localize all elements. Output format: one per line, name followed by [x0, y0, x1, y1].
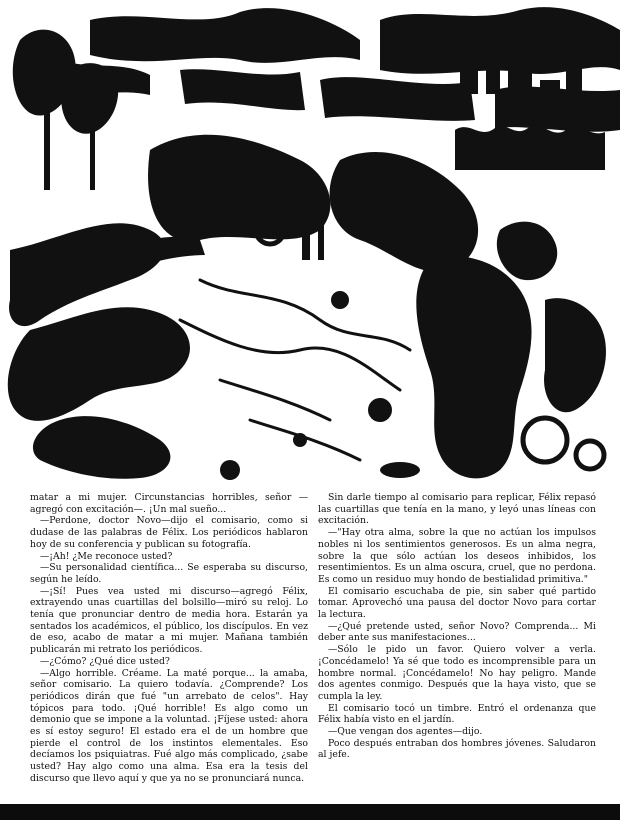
paragraph: Poco después entraban dos hombres jóvenes. Saludaron al jefe.	[318, 737, 596, 761]
paragraph: —Que vengan dos agentes—dijo.	[328, 726, 483, 738]
paragraph: —¿Cómo? ¿Qué dice usted?	[40, 655, 170, 667]
paragraph: —¡Ah! ¿Me reconoce usted?	[40, 550, 173, 562]
paragraph: —Perdone, doctor Novo—dijo el comisario, como si dudase de las palabras de Félix. Los periódicos hablaron hoy de su conferencia y publican su fotografía.	[30, 515, 308, 550]
paragraph: —¿Qué pretende usted, señor Novo? Comprenda... Mi deber ante sus manifestaciones...	[318, 620, 596, 644]
page-bottom-border	[0, 804, 620, 820]
paragraph: El comisario tocó un timbre. Entró el ordenanza que Félix había visto en el jardín.	[318, 702, 596, 726]
paragraph: El comisario escuchaba de pie, sin saber qué partido tomar. Aprovechó una pausa del doctor Novo para cortar la lectura.	[318, 585, 596, 621]
paragraph: —Su personalidad científica... Se esperaba su discurso, según he leído.	[30, 562, 308, 585]
article-right-column	[318, 492, 596, 761]
paragraph: —Sólo le pido un favor. Quiero volver a verla. ¡Concédamelo! Ya sé que todo es incomprensible para un hombre normal. ¡Concédamelo! No hay peligro. Mande dos agentes conmigo. Después que la haya visto, que se cumpla la ley.	[318, 644, 596, 702]
paragraph: —"Hay otra alma, sobre la que no actúan los impulsos nobles ni los sentimientos generosos. Es un alma negra, sobre la que sólo actúan los deseos inhibidos, los resentimientos. Es un alma oscura, cruel, que no perdona. Es como un residuo muy hondo de bestialidad primitiva."	[318, 527, 596, 585]
paragraph: matar a mi mujer. Circunstancias horribles, señor —agregó con excitación—. ¡Un mal sueño...	[30, 492, 308, 515]
paragraph: —¡Sí! Pues vea usted mi discurso—agregó Félix, extrayendo unas cuartillas del bolsillo—miró su reloj. Lo tenía que pronunciar dentro de media hora. Estarán ya sentados los académicos, el público, los discípulos. En vez de eso, acabo de matar a mi mujer. Mañana también publicarán mi retrato los periódicos.	[30, 585, 308, 656]
article-left-column	[30, 492, 308, 785]
paragraph: Sin darle tiempo al comisario para replicar, Félix repasó las cuartillas que tenía en la mano, y leyó unas líneas con excitación.	[318, 492, 596, 527]
paragraph: —Algo horrible. Créame. La maté porque... la amaba, señor comisario. La quiero todavía. ¿Comprende? Los periódicos dirán que fué "un arrebato de celos". Hay tópicos para todo. ¡Qué horrible! Es algo como un demonio que se impone a la voluntad. ¡Fíjese usted: ahora es sí estoy seguro! El estado era el de un hombre que pierde el control de los instintos elementales. Eso decíamos los psiquiatras. Fué algo más complicado, ¿sabe usted? Hay algo como una alma. Esa era la tesis del discurso que llevo aquí y que ya no se pronunciará nunca.	[30, 667, 308, 784]
